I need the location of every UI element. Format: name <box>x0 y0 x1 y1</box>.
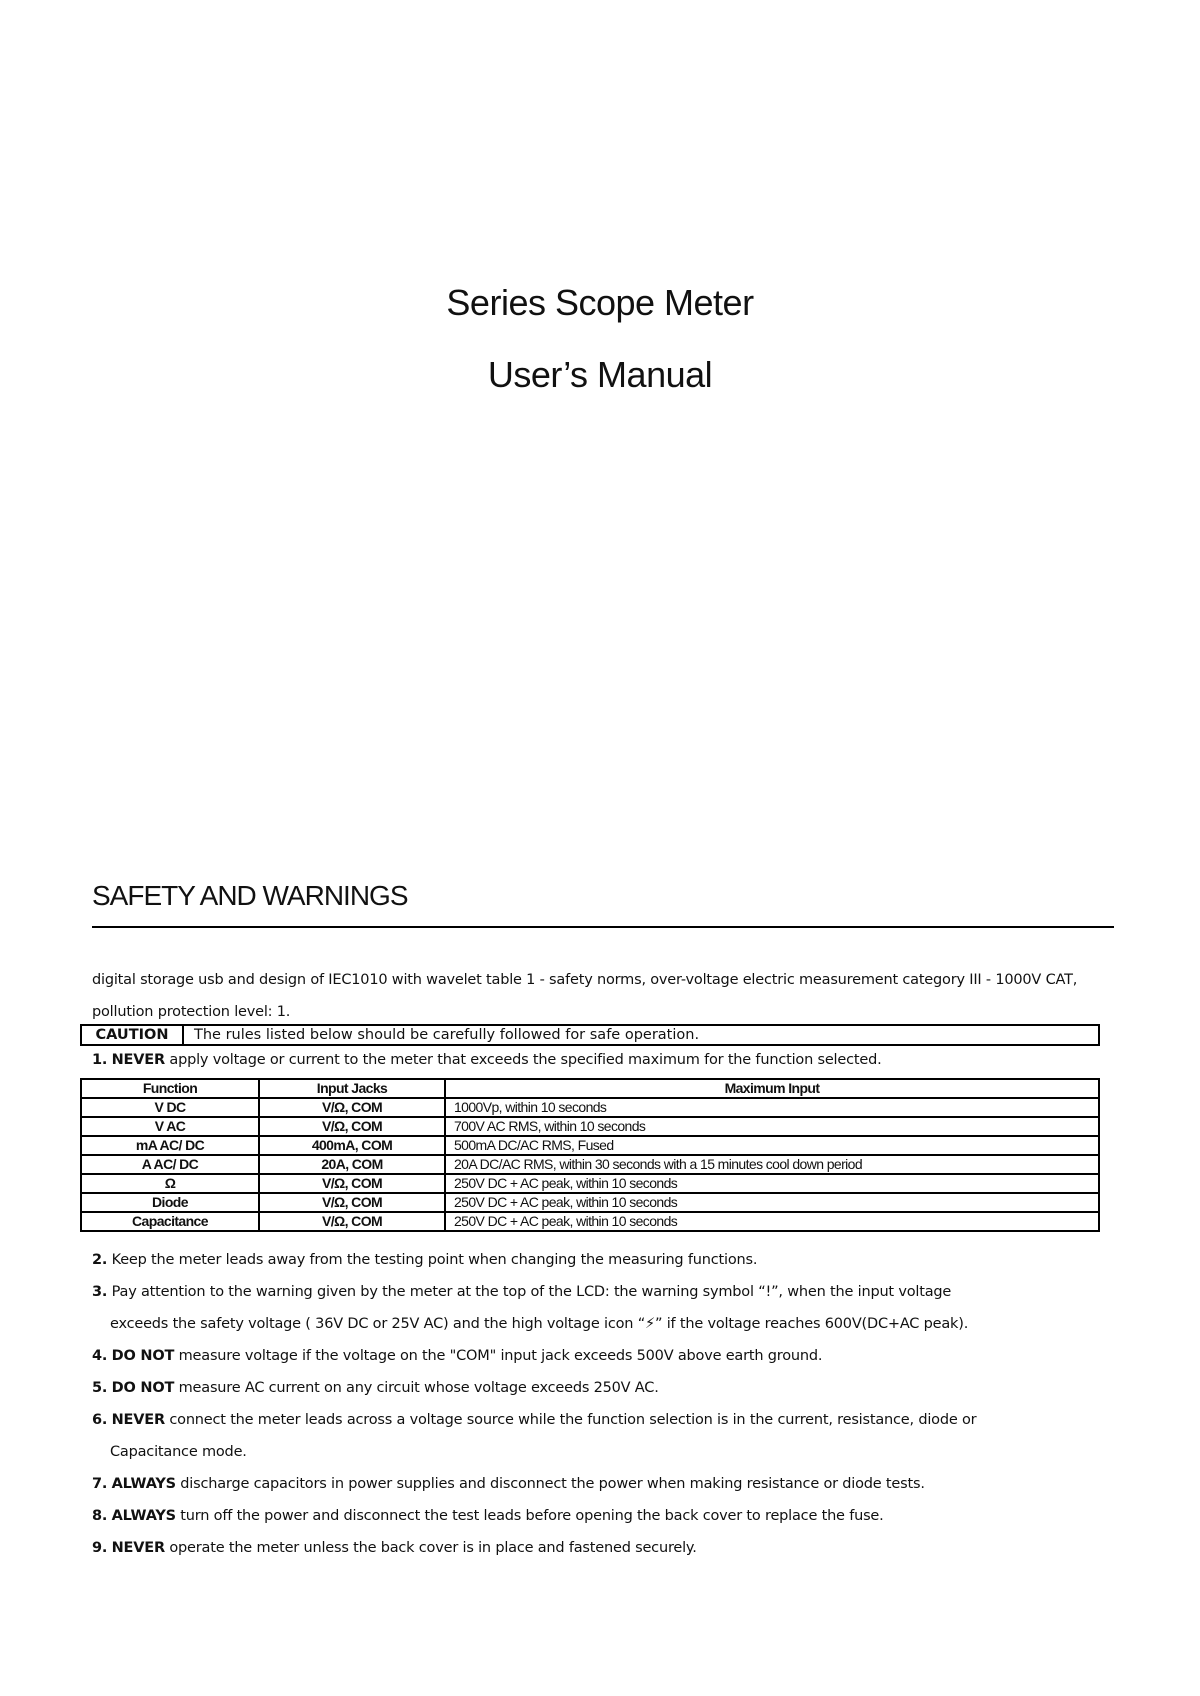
table-row <box>81 1155 1099 1174</box>
table-cell-jacks: 20A, COM <box>259 1155 445 1174</box>
table-cell-max: 1000Vp, within 10 seconds <box>445 1098 1099 1117</box>
table-cell-max: 250V DC + AC peak, within 10 seconds <box>445 1193 1099 1212</box>
rule-3-continued: exceeds the safety voltage ( 36V DC or 25V AC) and the high voltage icon “⚡” if the voltage reaches 600V(DC+AC peak). <box>110 1316 969 1332</box>
rule-5: 5. DO NOT measure AC current on any circuit whose voltage exceeds 250V AC. <box>92 1380 659 1396</box>
table-cell-max: 250V DC + AC peak, within 10 seconds <box>445 1212 1099 1231</box>
rule-2: 2. Keep the meter leads away from the testing point when changing the measuring functions. <box>92 1252 758 1268</box>
rule-8: 8. ALWAYS turn off the power and disconnect the test leads before opening the back cover to replace the fuse. <box>92 1508 884 1524</box>
table-row <box>81 1136 1099 1155</box>
heading-divider <box>92 926 1114 928</box>
table-row <box>81 1212 1099 1231</box>
table-cell-max: 250V DC + AC peak, within 10 seconds <box>445 1174 1099 1193</box>
table-cell-jacks: V/Ω, COM <box>259 1174 445 1193</box>
table-cell-function: V AC <box>81 1117 259 1136</box>
rule-6: 6. NEVER connect the meter leads across a voltage source while the function selection is in the current, resistance, diode or <box>92 1412 977 1428</box>
header-input-jacks: Input Jacks <box>259 1079 445 1098</box>
rule-6-continued: Capacitance mode. <box>110 1444 247 1460</box>
table-row <box>81 1098 1099 1117</box>
document-title: Series Scope Meter <box>446 282 754 323</box>
rule-4: 4. DO NOT measure voltage if the voltage on the "COM" input jack exceeds 500V above earth ground. <box>92 1348 823 1364</box>
rule-3: 3. Pay attention to the warning given by the meter at the top of the LCD: the warning symbol “!”, when the input voltage <box>92 1284 952 1300</box>
caution-text: The rules listed below should be carefully followed for safe operation. <box>194 1027 700 1043</box>
header-maximum-input: Maximum Input <box>445 1079 1099 1098</box>
table-cell-jacks: 400mA, COM <box>259 1136 445 1155</box>
table-cell-max: 20A DC/AC RMS, within 30 seconds with a 15 minutes cool down period <box>445 1155 1099 1174</box>
table-row <box>81 1174 1099 1193</box>
table-cell-function: Diode <box>81 1193 259 1212</box>
safety-intro: digital storage usb and design of IEC1010 with wavelet table 1 - safety norms, over-voltage electric measurement category III - 1000V CAT, pollution protection level: 1. <box>92 972 1078 1020</box>
table-cell-function: A AC/ DC <box>81 1155 259 1174</box>
table-row <box>81 1193 1099 1212</box>
table-header-row <box>81 1079 1099 1098</box>
table-cell-function: mA AC/ DC <box>81 1136 259 1155</box>
rule-7: 7. ALWAYS discharge capacitors in power supplies and disconnect the power when making resistance or diode tests. <box>92 1476 925 1492</box>
document-subtitle: User’s Manual <box>487 354 713 395</box>
table-cell-jacks: V/Ω, COM <box>259 1193 445 1212</box>
table-cell-jacks: V/Ω, COM <box>259 1098 445 1117</box>
table-cell-max: 700V AC RMS, within 10 seconds <box>445 1117 1099 1136</box>
table-row <box>81 1117 1099 1136</box>
table-cell-function: V DC <box>81 1098 259 1117</box>
table-cell-jacks: V/Ω, COM <box>259 1117 445 1136</box>
table-cell-function: Ω <box>81 1174 259 1193</box>
rule-9: 9. NEVER operate the meter unless the back cover is in place and fastened securely. <box>92 1540 697 1556</box>
max-input-table <box>80 1078 1100 1232</box>
caution-box <box>80 1024 1100 1046</box>
header-function: Function <box>81 1079 259 1098</box>
caution-label: CAUTION <box>82 1026 184 1044</box>
table-cell-function: Capacitance <box>81 1212 259 1231</box>
table-cell-max: 500mA DC/AC RMS, Fused <box>445 1136 1099 1155</box>
rule-1: 1. NEVER apply voltage or current to the meter that exceeds the specified maximum for the function selected. <box>92 1052 882 1068</box>
table-cell-jacks: V/Ω, COM <box>259 1212 445 1231</box>
section-heading: SAFETY AND WARNINGS <box>92 880 408 911</box>
